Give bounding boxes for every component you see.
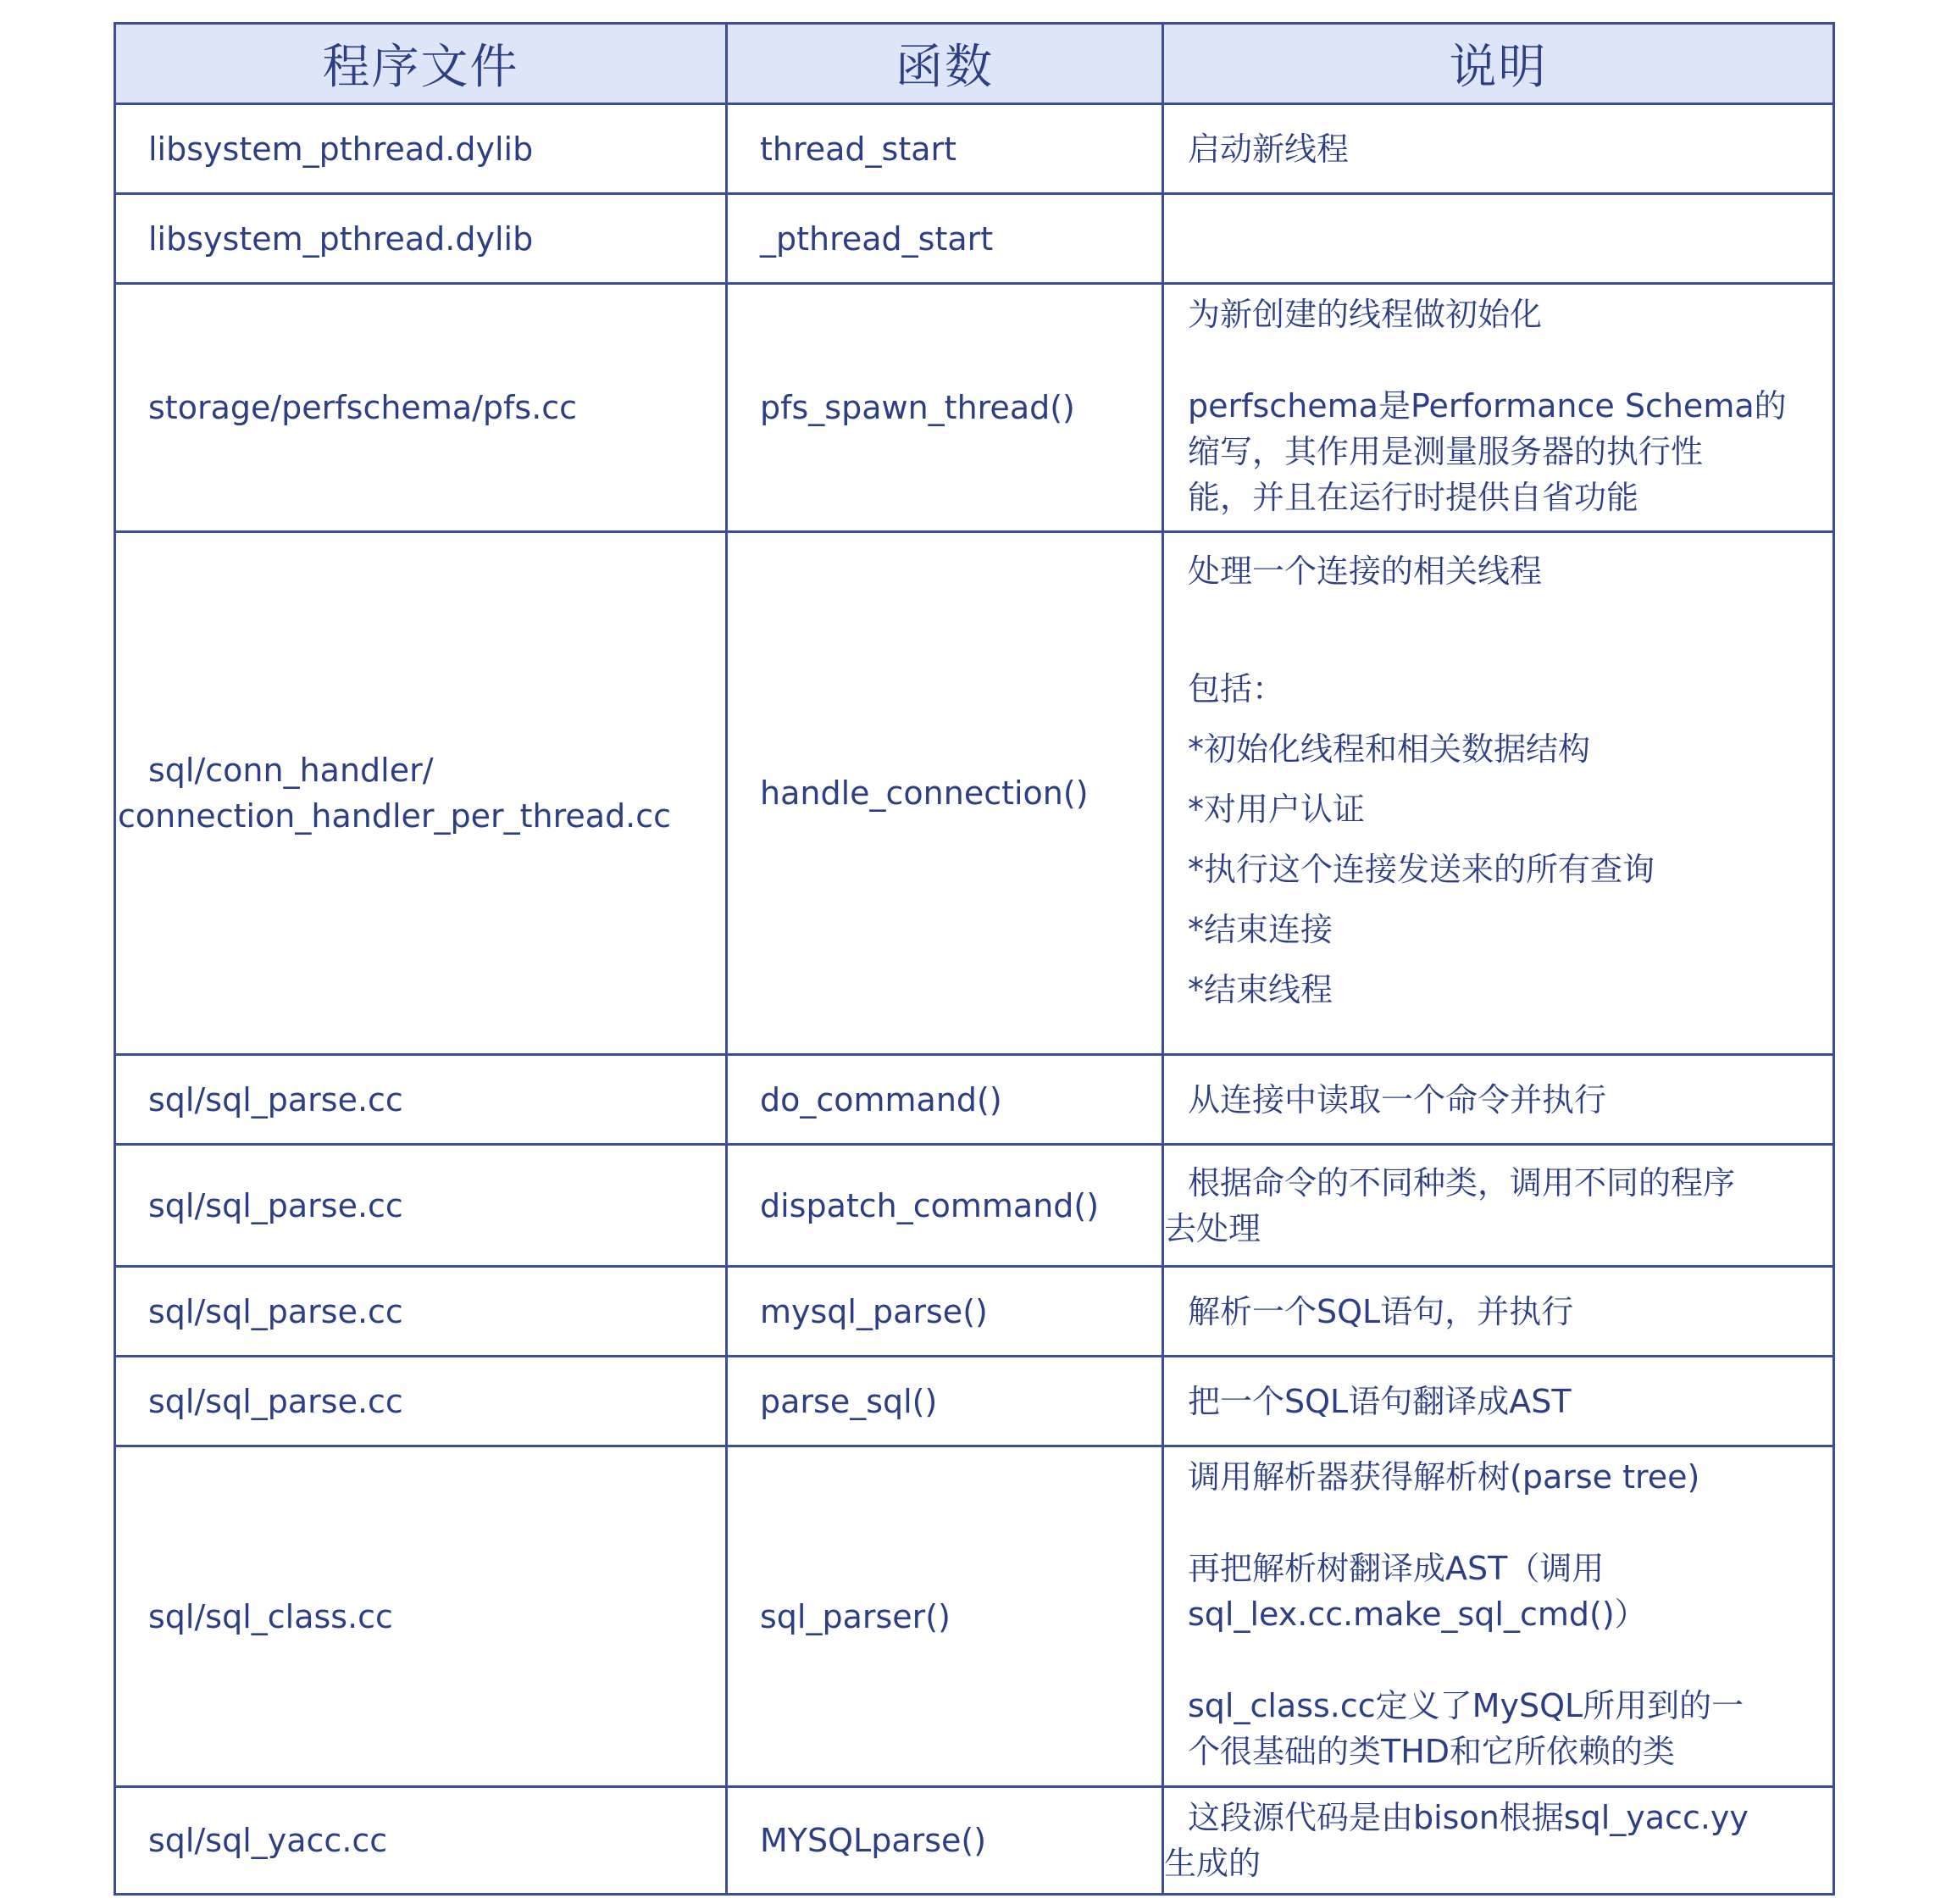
description-cell <box>1163 104 1834 194</box>
description-line: *初始化线程和相关数据结构 <box>1188 730 1591 768</box>
description-cell <box>1163 532 1834 1055</box>
description-line: 包括： <box>1188 670 1285 708</box>
description-cell <box>1163 1357 1834 1446</box>
description-line: 能，并且在运行时提供自省功能 <box>1188 479 1639 516</box>
description-line: *对用户认证 <box>1188 791 1366 828</box>
description-line: 从连接中读取一个命令并执行 <box>1188 1080 1607 1119</box>
description-line: perfschema是Performance Schema的 <box>1188 387 1787 425</box>
file-cell: sql/sql_yacc.cc <box>115 1787 727 1895</box>
table-row <box>115 284 1834 532</box>
file-cell: sql/sql_parse.cc <box>115 1267 727 1357</box>
description-line: 解析一个SQL语句，并执行 <box>1188 1292 1574 1330</box>
description-line: sql_lex.cc.make_sql_cmd()） <box>1188 1596 1647 1633</box>
table-row <box>115 104 1834 194</box>
file-line: sql/conn_handler/ <box>148 752 434 789</box>
function-cell: mysql_parse() <box>727 1267 1163 1357</box>
description-line: 缩写，其作用是测量服务器的执行性 <box>1188 433 1704 470</box>
file-cell: sql/sql_parse.cc <box>115 1055 727 1145</box>
description-line: 根据命令的不同种类，调用不同的程序 <box>1188 1163 1736 1202</box>
description-line: 为新创建的线程做初始化 <box>1188 296 1543 333</box>
description-line: *结束线程 <box>1188 971 1333 1008</box>
header-description: 说明 <box>1163 24 1834 104</box>
function-cell: dispatch_command() <box>727 1145 1163 1267</box>
file-cell: sql/sql_parse.cc <box>115 1357 727 1446</box>
header-function: 函数 <box>727 24 1163 104</box>
function-cell: do_command() <box>727 1055 1163 1145</box>
file-cell: libsystem_pthread.dylib <box>115 104 727 194</box>
function-cell: pfs_spawn_thread() <box>727 284 1163 532</box>
description-line: 启动新线程 <box>1188 130 1350 168</box>
file-cell: libsystem_pthread.dylib <box>115 194 727 284</box>
function-cell: sql_parser() <box>727 1446 1163 1787</box>
description-line: *结束连接 <box>1188 911 1333 948</box>
description-cell <box>1163 1446 1834 1787</box>
description-cell <box>1163 284 1834 532</box>
table-row <box>115 1267 1834 1357</box>
function-cell: thread_start <box>727 104 1163 194</box>
table-row <box>115 532 1834 1055</box>
header-file: 程序文件 <box>115 24 727 104</box>
description-line: 把一个SQL语句翻译成AST <box>1188 1382 1572 1420</box>
description-cell <box>1163 1055 1834 1145</box>
table-row <box>115 1446 1834 1787</box>
table-row <box>115 1357 1834 1446</box>
file-cell: sql/sql_parse.cc <box>115 1145 727 1267</box>
description-cell <box>1163 194 1834 284</box>
description-line: 调用解析器获得解析树(parse tree) <box>1188 1458 1700 1496</box>
file-cell <box>115 532 727 1055</box>
table-row <box>115 1145 1834 1267</box>
description-line: 再把解析树翻译成AST（调用 <box>1188 1550 1605 1587</box>
function-cell: _pthread_start <box>727 194 1163 284</box>
table-row <box>115 1787 1834 1895</box>
file-cell: storage/perfschema/pfs.cc <box>115 284 727 532</box>
function-cell: parse_sql() <box>727 1357 1163 1446</box>
description-line: 生成的 <box>1164 1845 1261 1882</box>
description-line: sql_class.cc定义了MySQL所用到的一 <box>1188 1687 1744 1724</box>
description-cell <box>1163 1787 1834 1895</box>
function-cell: MYSQLparse() <box>727 1787 1163 1895</box>
description-line: *执行这个连接发送来的所有查询 <box>1188 851 1655 888</box>
description-line: 这段源代码是由bison根据sql_yacc.yy <box>1188 1799 1749 1836</box>
header-row <box>115 24 1834 104</box>
call-stack-table <box>114 22 1835 1896</box>
description-line: 个很基础的类THD和它所依赖的类 <box>1188 1733 1676 1770</box>
file-line: connection_handler_per_thread.cc <box>118 797 672 835</box>
file-cell: sql/sql_class.cc <box>115 1446 727 1787</box>
table-row <box>115 1055 1834 1145</box>
description-line: 去处理 <box>1164 1209 1261 1247</box>
description-line: 处理一个连接的相关线程 <box>1188 552 1543 590</box>
description-cell <box>1163 1267 1834 1357</box>
description-cell <box>1163 1145 1834 1267</box>
table-row <box>115 194 1834 284</box>
function-cell: handle_connection() <box>727 532 1163 1055</box>
